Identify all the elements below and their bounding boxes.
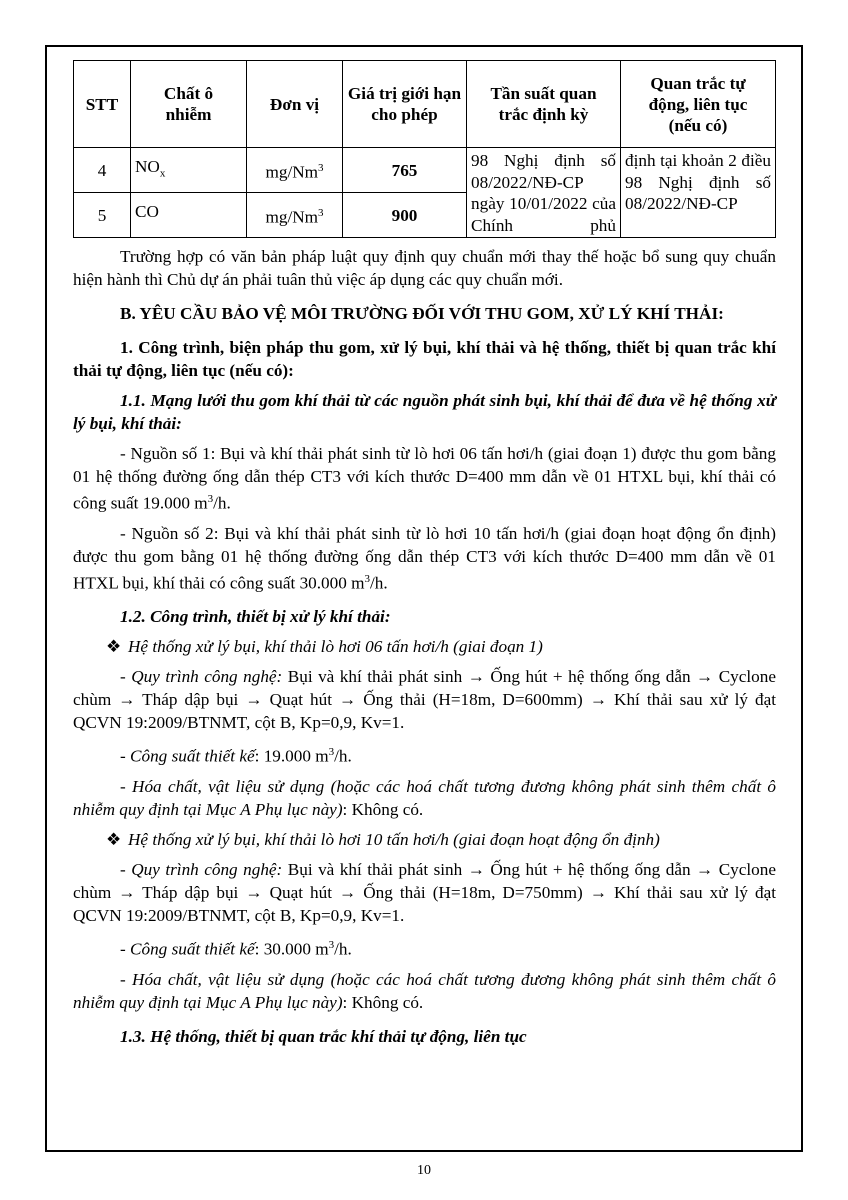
table-row — [74, 148, 776, 193]
row-unit: mg/Nm$^3$ — [247, 148, 343, 193]
row-limit: 765 — [343, 148, 467, 193]
header-pollutant: Chất ô nhiễm — [131, 61, 247, 148]
row-pollutant: CO — [131, 193, 247, 238]
system-2-capacity: - Công suất thiết kế: 30.000 $m^3/h$. — [120, 939, 352, 959]
system-1-process: - Quy trình công nghệ: Bụi và khí thải phát sinh → Ống hút + hệ thống ống dẫn → Cyclone chùm → Tháp dập bụi → Quạt hút → Ống thải (H=18m, D=600mm) → Khí thải sau xử lý đạt QCVN 19:2009/BTNMT, cột B, Kp=0,9, Kv=1. — [73, 667, 776, 733]
emission-limits-table — [73, 60, 776, 238]
header-stt: STT — [74, 61, 131, 148]
header-limit: Giá trị giới hạn cho phép — [343, 61, 467, 148]
page-number: 10 — [417, 1163, 431, 1178]
system-1-title: ❖ Hệ thống xử lý bụi, khí thải lò hơi 06 tấn hơi/h (giai đoạn 1) — [106, 637, 543, 657]
periodic-frequency-cell: 98 Nghị định số 08/2022/NĐ-CP ngày 10/01/2022 của Chính phủ — [467, 148, 621, 238]
section-1-3-heading: 1.3. Hệ thống, thiết bị quan trắc khí thải tự động, liên tục — [120, 1026, 527, 1046]
system-2-title: ❖ Hệ thống xử lý bụi, khí thải lò hơi 10 tấn hơi/h (giai đoạn hoạt động ổn định) — [106, 830, 660, 850]
regulation-note: Trường hợp có văn bản pháp luật quy định quy chuẩn mới thay thế hoặc bổ sung quy chuẩn hiện hành thì Chủ dự án phải tuân thủ việc áp dụng các quy chuẩn mới. — [73, 247, 776, 289]
document-body — [73, 60, 776, 1048]
system-1-capacity: - Công suất thiết kế: 19.000 $m^3/h$. — [120, 746, 352, 767]
table-header-row — [74, 61, 776, 148]
section-1-2-heading: 1.2. Công trình, thiết bị xử lý khí thải: — [120, 607, 391, 627]
row-stt: 4 — [74, 148, 131, 193]
section-1-heading: 1. Công trình, biện pháp thu gom, xử lý bụi, khí thải và hệ thống, thiết bị quan trắc khí thải tự động, liên tục (nếu có): — [73, 338, 776, 380]
header-auto-monitoring: Quan trắc tự động, liên tục (nếu có) — [621, 61, 776, 148]
row-stt: 5 — [74, 193, 131, 238]
section-1-1-heading: 1.1. Mạng lưới thu gom khí thải từ các nguồn phát sinh bụi, khí thải để đưa về hệ thống xử lý bụi, khí thải: — [73, 391, 776, 433]
header-unit: Đơn vị — [247, 61, 343, 148]
system-2-process: - Quy trình công nghệ: Bụi và khí thải phát sinh → Ống hút + hệ thống ống dẫn → Cyclone chùm → Tháp dập bụi → Quạt hút → Ống thải (H=18m, D=750mm) → Khí thải sau xử lý đạt QCVN 19:2009/BTNMT, cột B, Kp=0,9, Kv=1. — [73, 860, 776, 926]
diamond-bullet-icon: ❖ — [106, 830, 122, 850]
row-pollutant: $NO_x$ — [131, 148, 247, 193]
diamond-bullet-icon: ❖ — [106, 637, 122, 657]
source-2-paragraph: - Nguồn số 2: Bụi và khí thải phát sinh từ lò hơi 10 tấn hơi/h (giai đoạn hoạt động ổn định) được thu gom bằng 01 hệ thống đường ống dẫn thép CT3 với kích thước D=400 mm dẫn về 01 HTXL bụi, khí thải có công suất 30.000 $m^3/h$. — [73, 523, 776, 593]
auto-monitoring-cell: định tại khoản 2 điều 98 Nghị định số 08/2022/NĐ-CP — [621, 148, 776, 238]
system-1-chemicals: - Hóa chất, vật liệu sử dụng (hoặc các hoá chất tương đương không phát sinh thêm chất ô nhiễm quy định tại Mục A Phụ lục này): Không có. — [73, 777, 776, 820]
section-b-heading: B. YÊU CẦU BẢO VỆ MÔI TRƯỜNG ĐỐI VỚI THU GOM, XỬ LÝ KHÍ THẢI: — [120, 304, 724, 323]
row-unit: mg/Nm$^3$ — [247, 193, 343, 238]
row-limit: 900 — [343, 193, 467, 238]
system-2-chemicals: - Hóa chất, vật liệu sử dụng (hoặc các hoá chất tương đương không phát sinh thêm chất ô nhiễm quy định tại Mục A Phụ lục này): Không có. — [73, 969, 776, 1012]
source-1-paragraph: - Nguồn số 1: Bụi và khí thải phát sinh từ lò hơi 06 tấn hơi/h (giai đoạn 1) được thu gom bằng 01 hệ thống đường ống dẫn thép CT3 với kích thước D=400 mm dẫn về 01 HTXL bụi, khí thải có công suất 19.000 $m^3/h$. — [73, 444, 776, 513]
header-periodic-frequency: Tần suất quan trắc định kỳ — [467, 61, 621, 148]
